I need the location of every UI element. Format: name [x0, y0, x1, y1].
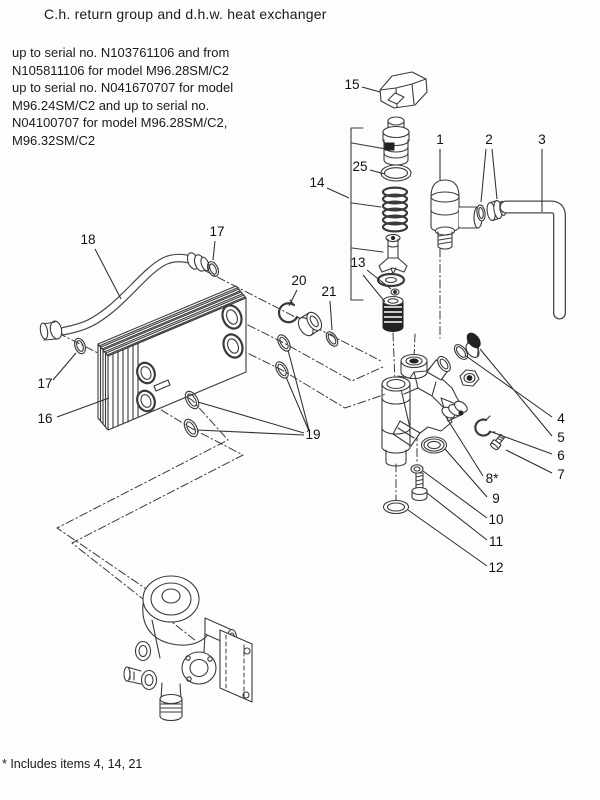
serial-note-line: M96.24SM/C2 and up to serial no. [12, 97, 210, 113]
part-label-14: 14 [309, 175, 325, 190]
part-label-9: 9 [492, 491, 500, 506]
serial-note-line: up to serial no. N041670707 for model [12, 80, 234, 95]
part-label-15: 15 [344, 77, 360, 92]
part-label-17: 17 [37, 376, 53, 391]
footnote: * Includes items 4, 14, 21 [2, 757, 143, 771]
serial-note-line: N04100707 for model M96.28SM/C2, [12, 115, 228, 130]
part-label-13: 13 [350, 255, 366, 270]
leader-line-21 [330, 301, 332, 330]
leader-line-11 [427, 493, 487, 540]
plunger [379, 234, 407, 274]
part-label-4: 4 [557, 411, 565, 426]
o-ring-21 [324, 330, 340, 348]
nut-10 [411, 465, 423, 473]
leader-line-5 [480, 349, 552, 436]
pipe18-left-fitting [39, 320, 63, 340]
pipe-part-3 [506, 207, 560, 313]
o-ring-17-left [73, 337, 88, 355]
figure-title: C.h. return group and d.h.w. heat exchanger [44, 6, 327, 22]
leader-line-10 [423, 471, 487, 518]
leader-line-19 [198, 402, 304, 433]
leader-line-17 [213, 241, 215, 260]
part-label-3: 3 [538, 132, 546, 147]
pump-assembly [124, 576, 252, 721]
union-nut [295, 310, 324, 339]
part-label-20: 20 [291, 273, 307, 288]
part-label-25: 25 [352, 159, 368, 174]
leader-line-17 [53, 353, 76, 380]
leader-line-2 [481, 149, 486, 202]
washer-9 [422, 437, 447, 453]
leader-line-2 [492, 149, 497, 199]
part-label-16: 16 [37, 411, 53, 426]
part-label-11: 11 [488, 534, 504, 549]
filter-cylinder [383, 297, 403, 332]
gasket-12 [384, 501, 409, 514]
part-label-1: 1 [436, 132, 444, 147]
leader-line-8* [446, 417, 483, 476]
serial-note-line: M96.32SM/C2 [12, 132, 96, 148]
leader-line-19 [197, 430, 304, 435]
part-label-8*: 8* [485, 471, 499, 486]
o-ring-25 [381, 165, 411, 181]
part-label-12: 12 [488, 560, 504, 575]
cartridge [383, 117, 409, 165]
leader-line-4 [466, 356, 552, 417]
part-label-2: 2 [485, 132, 493, 147]
group-14-bracket [351, 128, 386, 300]
part-13-seals [378, 274, 404, 295]
part-label-21: 21 [321, 284, 337, 299]
part-label-19: 19 [305, 427, 321, 442]
part-label-17: 17 [209, 224, 225, 239]
part-label-7: 7 [557, 467, 565, 482]
screw-11 [412, 473, 427, 501]
leader-line-14 [327, 188, 349, 198]
part-label-6: 6 [557, 448, 565, 463]
pipe18-top-fitting [185, 251, 210, 272]
leader-line-7 [506, 450, 552, 473]
serial-note-line: up to serial no. N103761106 and from [12, 45, 230, 60]
cap-part-15 [380, 72, 427, 108]
valve-part-1 [431, 180, 482, 249]
part-label-10: 10 [488, 512, 504, 527]
leader-line-18 [95, 249, 121, 299]
part-label-5: 5 [557, 430, 565, 445]
part-label-18: 18 [80, 232, 96, 247]
leader-line-15 [362, 87, 380, 92]
serial-note-line: N105811106 for model M96.28SM/C2 [12, 62, 230, 78]
leader-line-25 [370, 170, 385, 174]
spring [383, 188, 407, 232]
cap-5 [459, 331, 487, 360]
leader-line-12 [408, 510, 487, 566]
heat-exchanger-16 [98, 286, 246, 430]
